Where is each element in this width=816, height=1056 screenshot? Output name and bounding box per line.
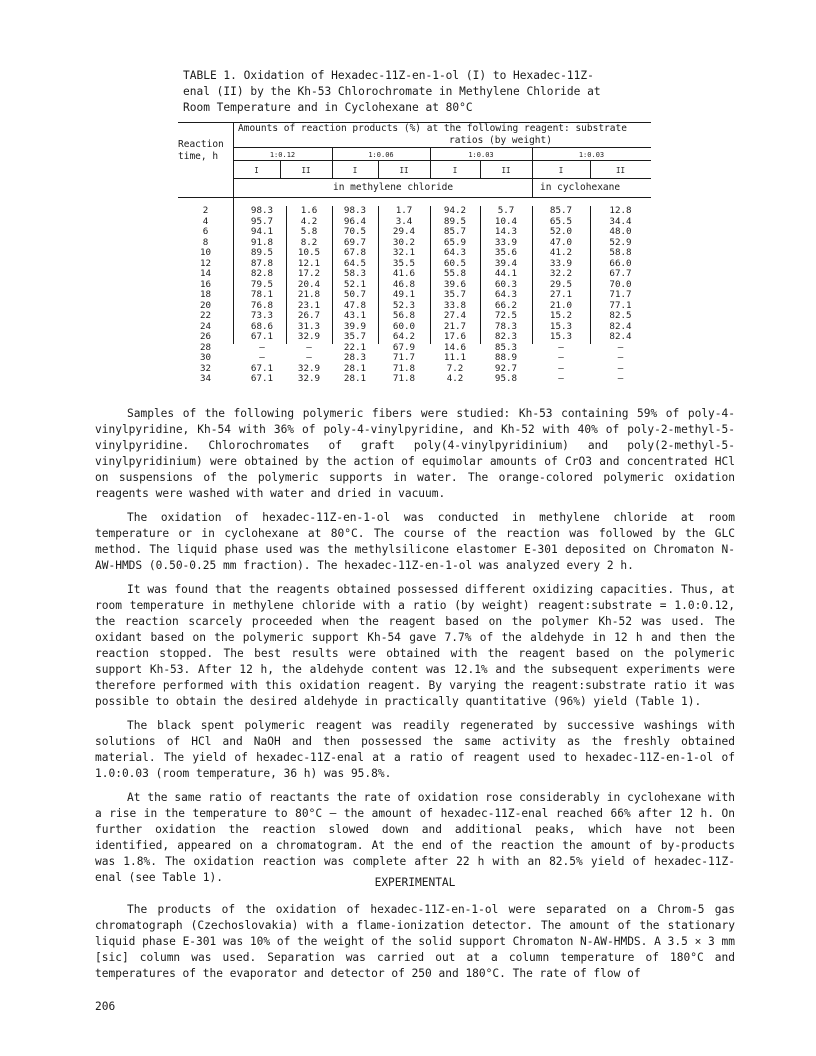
table-cell: 7.2 — [446, 362, 464, 374]
table-cell: 27.4 — [443, 310, 467, 321]
table-cell: 35.7 — [343, 331, 367, 342]
table-cell: 64.5 — [343, 257, 367, 269]
table-cell: 21.8 — [297, 289, 321, 300]
table-cell: 66.0 — [609, 257, 632, 269]
table-cell: 79.5 — [250, 278, 274, 290]
col-3-I — [430, 206, 480, 385]
table-cell: 95.7 — [250, 215, 274, 227]
table-cell: — — [617, 373, 624, 384]
table-cell: 20 — [199, 299, 212, 311]
table-cell: 71.7 — [609, 289, 632, 300]
table-cell: 3.4 — [395, 215, 413, 227]
table-cell: 52.3 — [392, 299, 416, 311]
table-cell: 8 — [202, 236, 209, 248]
table-cell: 27.1 — [549, 289, 573, 300]
table-cell: 58.8 — [609, 247, 632, 258]
table-cell: 89.5 — [250, 247, 274, 258]
table-cell: 21.7 — [443, 320, 467, 332]
table-cell: 30 — [199, 352, 212, 363]
ratio-4: 1:0.03 — [578, 151, 605, 159]
table-cell: 5.7 — [497, 205, 515, 216]
table-cell: 15.2 — [549, 310, 573, 321]
table-cell: 78.3 — [494, 320, 518, 332]
table-cell: 1.6 — [300, 205, 318, 216]
table-cell: 26 — [199, 331, 212, 342]
table-cell: 17.6 — [443, 331, 467, 342]
table-cell: 67.9 — [392, 341, 416, 353]
table-cell: 24 — [199, 320, 212, 332]
table-cell: 1.7 — [395, 205, 413, 216]
table-cell: 71.8 — [392, 362, 416, 374]
table-cell: 77.1 — [609, 299, 632, 311]
table-cell: 29.5 — [549, 278, 573, 290]
table-cell: — — [558, 373, 564, 384]
table-cell: 12.1 — [297, 257, 321, 269]
solvent-cyclohexane: in cyclohexane — [540, 182, 621, 193]
table-cell: 65.9 — [443, 236, 467, 248]
table-cell: 14 — [199, 268, 212, 279]
table-cell: 35.5 — [392, 257, 416, 269]
table-cell: 28.1 — [343, 362, 367, 374]
table-cell: 35.7 — [443, 289, 467, 300]
table-cell: 55.8 — [443, 268, 467, 279]
results-table — [178, 122, 651, 384]
table-cell: 82.4 — [609, 320, 632, 332]
table-cell: 26.7 — [297, 310, 321, 321]
table-cell: 23.1 — [297, 299, 321, 311]
reaction-time-label: Reaction time, h — [178, 139, 224, 162]
table-cell: 78.1 — [250, 289, 274, 300]
table-cell: 58.3 — [343, 268, 367, 279]
table-cell: 87.8 — [250, 257, 274, 269]
table-cell: 66.2 — [494, 299, 518, 311]
table-cell: 30.2 — [392, 236, 416, 248]
table-cell: 67.1 — [250, 373, 274, 384]
table-cell: 4 — [202, 215, 209, 227]
table-cell: 52.0 — [549, 226, 573, 237]
table-cell: 32.9 — [297, 331, 321, 342]
table-cell: 49.1 — [392, 289, 416, 300]
table-cell: 82.5 — [609, 310, 632, 321]
table-cell: 34.4 — [609, 215, 632, 227]
paragraph: It was found that the reagents obtained possessed different oxidizing capacities. Thus, at room temperature in methylene chloride with a ratio (by weight) reagent:substrate = 1.0:0.12, the reaction scarcely proceeded when the reagent based on the polymer Kh-52 was used. The oxidant based on the polymeric support Kh-54 gave 7.7% of the aldehyde in 12 h and then the reaction stopped. The best results were obtained with the reagent based on the polymeric support Kh-53. After 12 h, the aldehyde content was 12.1% and the subsequent experiments were therefore performed with this oxidation reagent. By varying the reagent:substrate ratio it was possible to obtain the desired aldehyde in practically quantitative (96%) yield (Table 1). — [95, 583, 735, 708]
table-cell: 85.7 — [443, 226, 467, 237]
table-cell: — — [259, 352, 265, 363]
product-label: II — [501, 166, 511, 175]
table-cell: — — [306, 341, 312, 353]
table-cell: 33.8 — [443, 299, 467, 311]
table-cell: 94.1 — [250, 226, 274, 237]
table-cell: 4.2 — [300, 215, 318, 227]
table-cell: 89.5 — [443, 215, 467, 227]
table-cell: 48.0 — [609, 226, 632, 237]
table-cell: 85.3 — [494, 341, 518, 353]
table-cell: 85.7 — [549, 205, 573, 216]
ratio-2: 1:0.06 — [368, 151, 394, 159]
table-cell: 31.3 — [297, 320, 321, 332]
table-cell: 67.8 — [343, 247, 367, 258]
product-label: II — [615, 166, 626, 175]
table-cell: 43.1 — [343, 310, 367, 321]
table-cell: 22 — [199, 310, 212, 321]
table-cell: 39.9 — [343, 320, 367, 332]
table-cell: 46.8 — [392, 278, 416, 290]
col-2-II — [378, 206, 430, 385]
table-cell: 28.1 — [343, 373, 367, 384]
table-cell: 98.3 — [343, 205, 367, 216]
col-4-II — [590, 206, 651, 385]
table-cell: — — [306, 352, 312, 363]
table-cell: 95.8 — [494, 373, 518, 384]
table-cell: 32.2 — [549, 268, 573, 279]
table-cell: 72.5 — [494, 310, 518, 321]
col-2-I — [332, 206, 378, 385]
table-cell: 64.2 — [392, 331, 416, 342]
table-cell: 39.4 — [494, 257, 518, 269]
table-cell: 82.4 — [609, 331, 632, 342]
table-cell: 8.2 — [300, 236, 318, 248]
table-cell: 28 — [199, 341, 212, 353]
paragraph: Samples of the following polymeric fibers were studied: Kh-53 containing 59% of poly-4-vinylpyridine, Kh-54 with 36% of poly-4-vinylpyridine, and Kh-52 with 40% of poly-2-methyl-5-vinylpyridine. Chlorochromates of graft poly(4-vinylpyridinium) and poly(2-methyl-5-vinylpyridinium) were obtained by the action of equimolar amounts of CrO3 and concentrated HCl on suspensions of the polymeric supports in water. The orange-colored polymeric oxidation reagents were washed with water and dried in vacuum. — [95, 407, 735, 500]
table-cell: 16 — [199, 278, 212, 290]
table-cell: 76.8 — [250, 299, 274, 311]
product-label: II — [399, 166, 409, 175]
table-cell: 91.8 — [250, 236, 274, 248]
table-cell: 20.4 — [297, 278, 321, 290]
table-cell: 5.8 — [300, 226, 318, 237]
table-cell: 71.7 — [392, 352, 416, 363]
table-cell: 50.7 — [343, 289, 367, 300]
table-cell: 12 — [199, 257, 212, 269]
table-cell: 17.2 — [297, 268, 321, 279]
header-amounts: Amounts of reaction products (%) at the following reagent: substrate — [238, 123, 627, 134]
table-cell: — — [558, 341, 564, 353]
table-cell: — — [617, 362, 624, 374]
table-cell: 68.6 — [250, 320, 274, 332]
col-1-II — [286, 206, 332, 385]
table-cell: 94.2 — [443, 205, 467, 216]
table-cell: 41.6 — [392, 268, 416, 279]
table-cell: — — [558, 352, 564, 363]
col-time — [178, 206, 233, 385]
table-cell: 6 — [202, 226, 209, 237]
paragraph: The products of the oxidation of hexadec-11Z-en-1-ol were separated on a Chrom-5 gas chromatograph (Czechoslovakia) with a flame-ionization detector. The amount of the stationary liquid phase E-301 was 10% of the weight of the solid support Chromaton N-AW-HMDS. A 3.5 × 3 mm [sic] column was used. Separation was carried out at a column temperature of 180°C and temperatures of the evaporator and detector of 250 and 180°C. The rate of flow of — [95, 903, 735, 980]
table-cell: 14.3 — [494, 226, 518, 237]
product-label: I — [558, 166, 564, 175]
table-cell: 10.4 — [494, 215, 518, 227]
col-1-I — [238, 206, 286, 385]
table-cell: 82.8 — [250, 268, 274, 279]
paragraph: The black spent polymeric reagent was readily regenerated by successive washings with solutions of HCl and NaOH and then possessed the same activity as the freshly obtained material. The yield of hexadec-11Z-enal at a ratio of reagent used to hexadec-11Z-en-1-ol of 1.0:0.03 (room temperature, 36 h) was 95.8%. — [95, 719, 735, 780]
table-cell: — — [617, 341, 624, 353]
table-cell: 33.9 — [494, 236, 518, 248]
table-cell: 28.3 — [343, 352, 367, 363]
table-cell: 64.3 — [443, 247, 467, 258]
experimental-heading: EXPERIMENTAL — [374, 876, 456, 889]
table-cell: 67.7 — [609, 268, 632, 279]
table-cell: 60.0 — [392, 320, 416, 332]
table-cell: 35.6 — [494, 247, 518, 258]
table-cell: 18 — [199, 289, 212, 300]
table-cell: 11.1 — [443, 352, 467, 363]
table-cell: — — [558, 362, 564, 374]
table-cell: 4.2 — [446, 373, 464, 384]
paragraph: The oxidation of hexadec-11Z-en-1-ol was conducted in methylene chloride at room temperature or in cyclohexane at 80°C. The course of the reaction was followed by the GLC method. The liquid phase used was the methylsilicone elastomer E-301 deposited on Chromaton N-AW-HMDS (0.50-0.25 mm fraction). The hexadec-11Z-en-1-ol was analyzed every 2 h. — [95, 511, 735, 572]
page-number: 206 — [95, 1000, 116, 1013]
table-cell: 47.0 — [549, 236, 573, 248]
table-cell: 10.5 — [297, 247, 321, 258]
table-cell: 41.2 — [549, 247, 573, 258]
ratio-3: 1:0.03 — [468, 151, 494, 159]
product-label: I — [452, 166, 458, 175]
table-cell: 15.3 — [549, 331, 573, 342]
table-cell: 12.8 — [609, 205, 632, 216]
product-label: I — [352, 166, 358, 175]
table-cell: 70.5 — [343, 226, 367, 237]
solvent-methylene-chloride: in methylene chloride — [333, 182, 454, 193]
table-cell: 98.3 — [250, 205, 274, 216]
table-cell: 21.0 — [549, 299, 573, 311]
table-cell: 15.3 — [549, 320, 573, 332]
table-cell: 67.1 — [250, 331, 274, 342]
header-ratios: ratios (by weight) — [449, 135, 552, 146]
table-cell: 2 — [202, 205, 209, 216]
table-cell: 39.6 — [443, 278, 467, 290]
product-label: I — [254, 166, 259, 175]
table-cell: 32 — [199, 362, 212, 374]
experimental-section — [95, 902, 735, 990]
table-cell: 34 — [199, 373, 212, 384]
table-cell: 73.3 — [250, 310, 274, 321]
table-caption: TABLE 1. Oxidation of Hexadec-11Z-en-1-ol (I) to Hexadec-11Z- enal (II) by the Kh-53 Chlorochromate in Methylene Chloride at Room Temperature and in Cyclohexane at 80°C — [183, 69, 601, 114]
table-cell: 29.4 — [392, 226, 416, 237]
table-cell: 52.1 — [343, 278, 367, 290]
table-cell: 44.1 — [494, 268, 518, 279]
table-cell: 64.3 — [494, 289, 518, 300]
table-cell: 32.9 — [297, 362, 321, 374]
body-paragraphs — [95, 406, 735, 894]
table-cell: 56.8 — [392, 310, 416, 321]
paragraph: At the same ratio of reactants the rate of oxidation rose considerably in cyclohexane with a rise in the temperature to 80°C — the amount of hexadec-11Z-enal reached 66% after 12 h. On further oxidation the reaction slowed down and additional peaks, which have not been identified, appeared on a chromatogram. At the end of the reaction the amount of by-products was 1.8%. The oxidation reaction was complete after 22 h with an 82.5% yield of hexadec-11Z-enal (see Table 1). — [95, 791, 735, 884]
table-cell: 65.5 — [549, 215, 573, 227]
table-cell: 33.9 — [549, 257, 573, 269]
col-4-I — [532, 206, 590, 385]
product-label: II — [301, 166, 311, 175]
table-cell: 69.7 — [343, 236, 367, 248]
table-cell: — — [259, 341, 265, 353]
table-cell: 32.1 — [392, 247, 416, 258]
table-cell: 32.9 — [297, 373, 321, 384]
table-cell: 88.9 — [494, 352, 518, 363]
table-cell: 60.5 — [443, 257, 467, 269]
table-cell: 71.8 — [392, 373, 416, 384]
table-cell: 96.4 — [343, 215, 367, 227]
table-cell: 52.9 — [609, 236, 632, 248]
table-cell: — — [617, 352, 624, 363]
table-cell: 92.7 — [494, 362, 518, 374]
table-cell: 14.6 — [443, 341, 467, 353]
col-3-II — [480, 206, 532, 385]
table-cell: 82.3 — [494, 331, 518, 342]
table-cell: 60.3 — [494, 278, 518, 290]
ratio-1: 1:0.12 — [269, 151, 296, 159]
table-cell: 10 — [199, 247, 212, 258]
table-cell: 70.0 — [609, 278, 632, 290]
table-cell: 22.1 — [343, 341, 367, 353]
table-cell: 47.8 — [343, 299, 367, 311]
table-cell: 67.1 — [250, 362, 274, 374]
